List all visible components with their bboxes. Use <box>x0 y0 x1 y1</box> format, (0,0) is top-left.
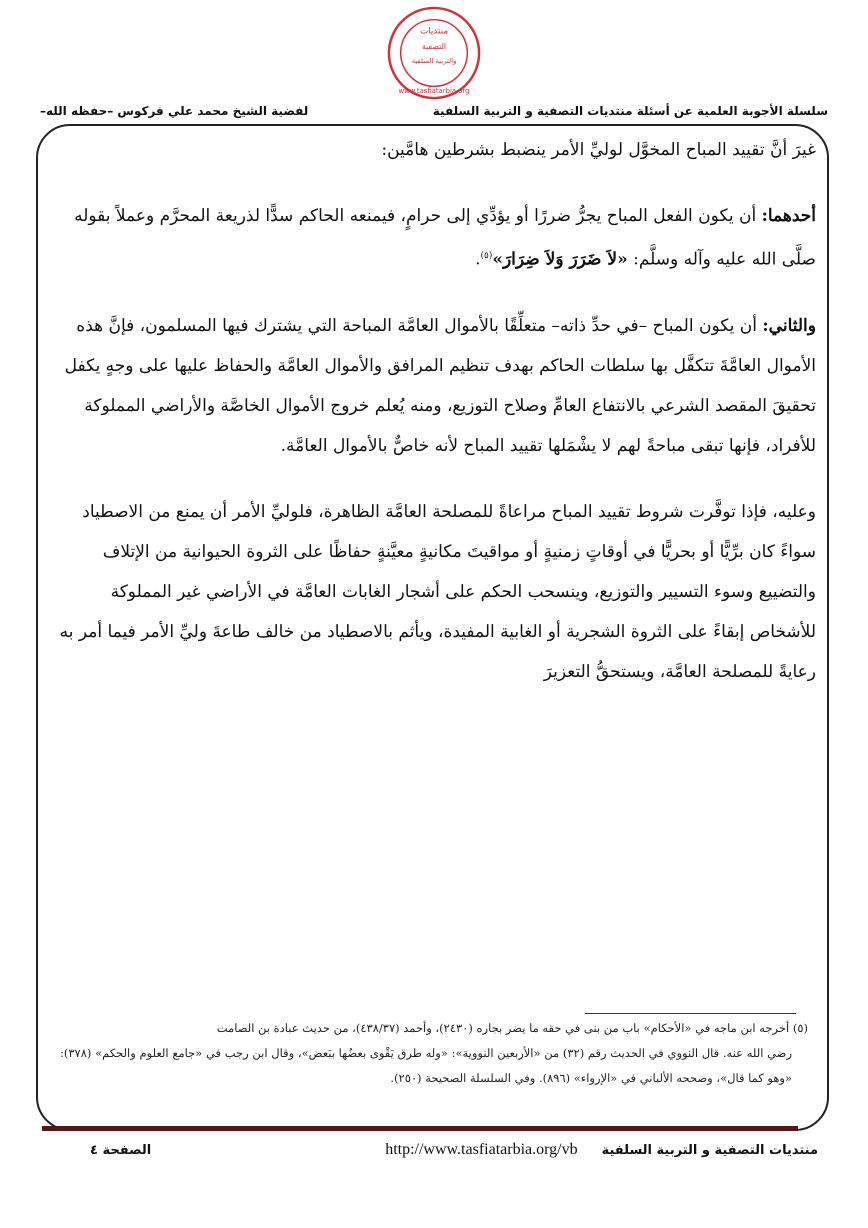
second-condition <box>52 306 816 466</box>
footnote-ref[interactable]: (٥) <box>480 251 493 261</box>
stamp-line3: والتربية السلفية <box>411 56 457 65</box>
second-text: أن يكون المباح –في حدِّ ذاته– متعلِّقًا بالأموال العامَّة المباحة التي يشترك فيها المسلمون، فإنَّ هذه الأموال العامَّةَ تتكفَّل بها سلطات الحاكم بهدف تنظيم المرافق والأموال العامَّة والحفاظ عليها على وجهٍ يكفل تحقيقَ المقصد الشرعي بالانتفاع العامِّ وصلاح التوزيع، ومنه يُعلم خروج الأموال الخاصَّة والأراضي المملوكة للأفراد، فإنها تبقى مباحةً لهم لا يشْمَلها تقييد المباح لأنه خاصٌّ بالأموال العامَّة. <box>64 315 816 456</box>
bottom-bar <box>42 1126 798 1131</box>
author-line: لفضية الشيخ محمد علي فركوس –حفظه الله– <box>40 104 309 118</box>
conclusion-paragraph: وعليه، فإذا توفَّرت شروط تقييد المباح مراعاةً للمصلحة العامَّة الظاهرة، فلوليِّ الأمر أن يمنع من الاصطياد سواءً كان برِّيًّا أو بحريًّا في أوقاتٍ زمنيةٍ أو مواقيتَ مكانيةٍ معيَّنةٍ حفاظًا على الثروة الحيوانية من الإتلاف والتضييع وسوء التسيير والتوزيع، وينسحب الحكم على أشجار الغابات العامَّة في الأراضي غير المملوكة للأشخاص إبقاءً على الثروة الشجرية أو الغابية المفيدة، ويأثم بالاصطياد من خالف طاعةَ وليِّ الأمر فيما أمر به رعايةً للمصلحة العامَّة، ويستحقُّ التعزيرَ <box>59 501 816 682</box>
page-footer <box>40 1141 828 1163</box>
footnote-line: رضي الله عنه. قال النووي في الحديث رقم (٣٢) من «الأربعين النووية»: «وله طرق يَقْوى بعضُها ببَعض»، وقال ابن رجب في «جامع العلوم والحكم» (٣٧٨): «وهو كما قال»، وصححه الألباني في «الإرواء» (٨٩٦). وفي السلسلة الصحيحة (٢٥٠). <box>60 1046 793 1085</box>
page-header <box>40 104 828 124</box>
page-number: الصفحة ٤ <box>90 1143 152 1158</box>
stamp-logo <box>385 4 483 102</box>
footnote-divider <box>585 1013 796 1014</box>
footnotes <box>60 1016 808 1091</box>
second-label: والثاني: <box>762 315 816 336</box>
stamp-url: www.tasfiatarbia.org <box>398 87 470 96</box>
first-text: أن يكون الفعل المباح يجرُّ ضررًا أو يؤدِّي إلى حرامٍ، فيمنعه الحاكم سدًّا لذريعة المحرَّم وعملاً بقوله صلَّى الله عليه وآله وسلَّم: <box>74 206 816 270</box>
stamp-line1: منتديات <box>419 26 449 37</box>
footer-url-link[interactable]: http://www.tasfiatarbia.org/vb <box>385 1141 578 1158</box>
stamp-line2: التصفية <box>421 42 447 52</box>
first-end: . <box>475 249 481 270</box>
intro-paragraph: غيرَ أنَّ تقييد المباح المخوَّل لوليِّ الأمر ينضبط بشرطين هامَّين: <box>381 140 816 160</box>
hadith-quote: «لاَ ضَرَرَ وَلاَ ضِرَارَ» <box>492 249 628 270</box>
article-body <box>52 130 816 692</box>
footnote-line: (٥) أخرجه ابن ماجه في «الأحكام» باب من بنى في حقه ما يضر بجاره (٢٤٣٠)، وأحمد (٤٣٨/٣٧)، من حديث عبادة بن الصامت <box>216 1021 808 1035</box>
first-label: أحدهما: <box>761 206 816 226</box>
footer-site-name: منتديات التصفية و التربية السلفية <box>601 1143 818 1158</box>
series-title: سلسلة الأجوبة العلمية عن أسئلة منتديات التصفية و التربية السلفية <box>432 104 828 118</box>
first-condition <box>52 196 816 280</box>
